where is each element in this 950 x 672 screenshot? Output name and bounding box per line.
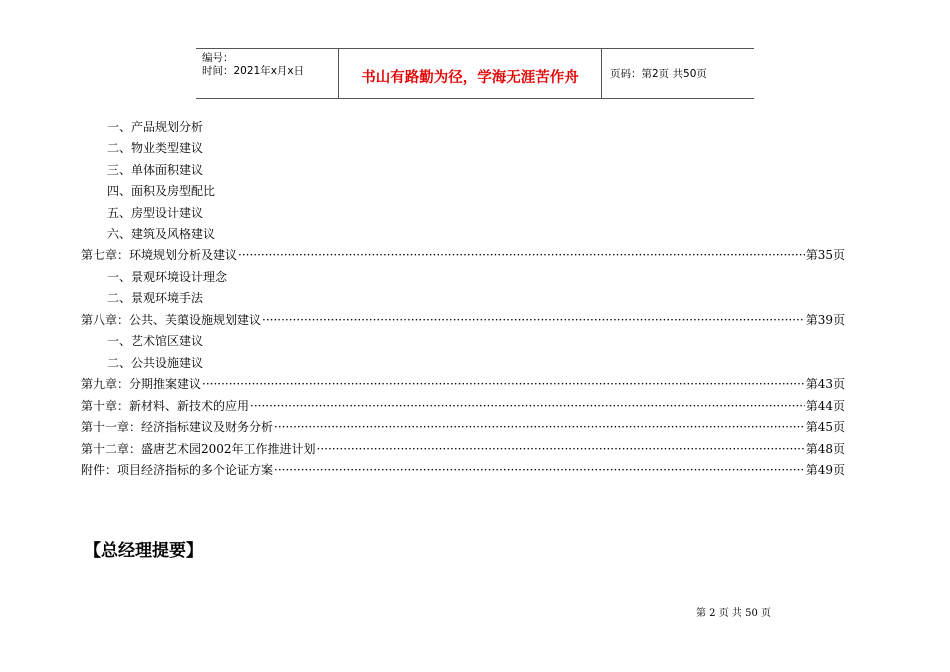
page-header [196, 48, 754, 99]
summary-heading: 【总经理提要】 [84, 541, 203, 561]
toc-chapter-title: 第八章：公共、芙蕖设施规划建议 [81, 313, 262, 327]
page-footer: 第 2 页 共 50 页 [696, 608, 771, 619]
toc-leader-dots [274, 461, 805, 479]
document-time-label: 时间：2021年x月x日 [202, 65, 305, 77]
header-motto-cell [339, 49, 602, 98]
toc-chapter-row [81, 246, 845, 264]
toc-page-number: 第45页 [805, 420, 845, 434]
toc-chapter-title: 第十二章：盛唐艺术园2002年工作推进计划 [81, 442, 316, 456]
toc-leader-dots [202, 375, 805, 393]
toc-page-number: 第49页 [805, 463, 845, 477]
toc-item: 三、单体面积建议 [107, 163, 204, 177]
toc-leader-dots [250, 397, 805, 415]
toc-item: 一、产品规划分析 [107, 120, 204, 134]
header-page-number: 页码：第2页 共50页 [610, 68, 707, 80]
toc-item: 一、景观环境设计理念 [107, 270, 228, 284]
toc-chapter-row [81, 311, 845, 329]
toc-page-number: 第39页 [805, 313, 845, 327]
toc-leader-dots [274, 418, 805, 436]
header-info-cell [196, 49, 339, 98]
header-page-cell [602, 49, 754, 98]
toc-item: 五、房型设计建议 [107, 206, 204, 220]
toc-page-number: 第44页 [805, 399, 845, 413]
document-number-label: 编号： [202, 52, 234, 64]
toc-page-number: 第48页 [805, 442, 845, 456]
toc-chapter-row [81, 418, 845, 436]
toc-chapter-title: 第十一章：经济指标建议及财务分析 [81, 420, 274, 434]
toc-leader-dots [317, 440, 805, 458]
toc-chapter-title: 第九章：分期推案建议 [81, 377, 202, 391]
toc-item: 二、物业类型建议 [107, 141, 204, 155]
toc-page-number: 第43页 [805, 377, 845, 391]
toc-item: 二、公共设施建议 [107, 356, 204, 370]
toc-chapter-title: 附件：项目经济指标的多个论证方案 [81, 463, 274, 477]
toc-item: 四、面积及房型配比 [107, 184, 216, 198]
toc-item: 一、艺术馆区建议 [107, 334, 204, 348]
toc-chapter-row [81, 397, 845, 415]
toc-leader-dots [262, 311, 805, 329]
toc-item: 六、建筑及风格建议 [107, 227, 216, 241]
header-motto: 书山有路勤为径，学海无涯苦作舟 [361, 70, 579, 86]
toc-chapter-row [81, 375, 845, 393]
toc-chapter-title: 第七章：环境规划分析及建议 [81, 248, 238, 262]
toc-chapter-row [81, 440, 845, 458]
toc-chapter-row [81, 461, 845, 479]
toc-chapter-title: 第十章：新材料、新技术的应用 [81, 399, 250, 413]
toc-item: 二、景观环境手法 [107, 291, 204, 305]
toc-page-number: 第35页 [805, 248, 845, 262]
toc-leader-dots [238, 246, 805, 264]
